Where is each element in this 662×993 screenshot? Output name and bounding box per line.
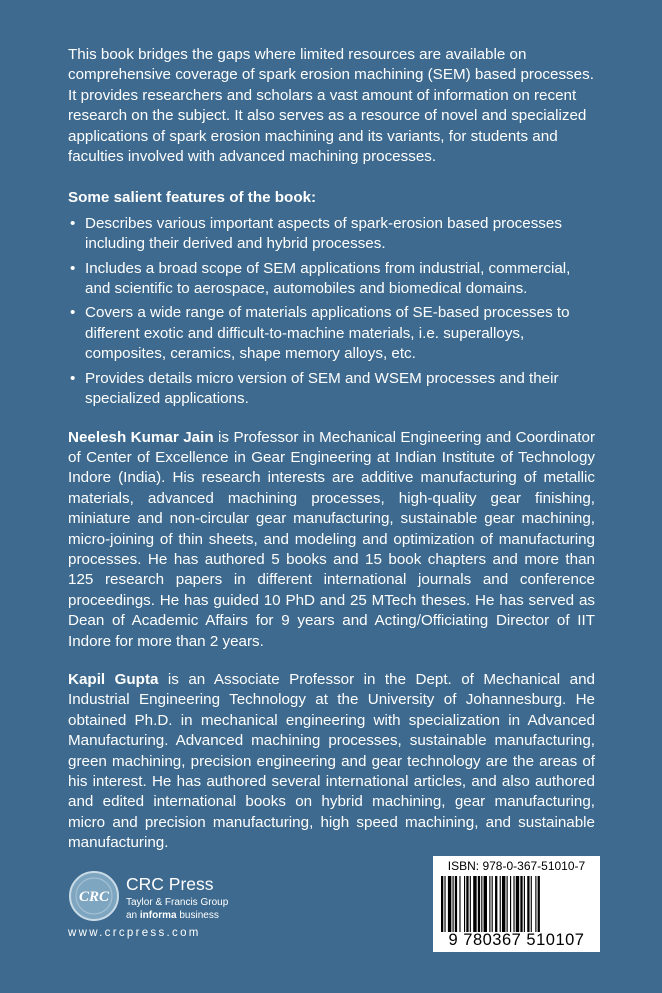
barcode-bar (500, 876, 501, 932)
crc-logo-icon (68, 870, 120, 922)
publisher-name: CRC Press (126, 874, 214, 894)
author-name: Neelesh Kumar Jain (68, 428, 214, 446)
feature-item: • Includes a broad scope of SEM applications from industrial, commercial, and scientific to aerospace, automobiles and biomedical domains. (68, 259, 595, 300)
publisher-group: Taylor & Francis Group (126, 897, 229, 908)
publisher-business-line (126, 910, 219, 921)
author-bio (68, 670, 595, 854)
barcode-bar (510, 876, 511, 932)
business-suffix: business (176, 910, 219, 921)
barcode-bar (513, 876, 514, 932)
business-prefix: an (126, 910, 140, 921)
barcode-bar (455, 876, 457, 932)
crc-logo-text: CRC (78, 889, 110, 905)
isbn-label: ISBN: 978-0-367-51010-7 (447, 859, 586, 873)
barcode-bar (520, 876, 522, 932)
barcode-bar (489, 876, 490, 932)
barcode-bar (466, 876, 468, 932)
back-cover-text (68, 45, 595, 854)
isbn-barcode (433, 856, 600, 952)
barcode-bar (492, 876, 493, 932)
barcode-bar (527, 876, 529, 932)
barcode-bar (481, 876, 482, 932)
barcode-bar (448, 876, 451, 932)
barcode-bar (459, 876, 460, 932)
barcode-bar (507, 876, 508, 932)
publisher-block (68, 870, 268, 945)
barcode-bar (495, 876, 497, 932)
barcode-bar (502, 876, 505, 932)
barcode-bar (524, 876, 525, 932)
barcode-bar (464, 876, 465, 932)
feature-item: • Describes various important aspects of spark-erosion based processes including their derived and hybrid processes. (68, 214, 595, 255)
informa-brand: informa (139, 910, 177, 921)
barcode-bar (516, 876, 519, 932)
publisher-url[interactable]: www.crcpress.com (68, 927, 201, 939)
barcode-digits: 9 780367 510107 (448, 931, 585, 949)
barcode-bar (453, 876, 454, 932)
features-heading: Some salient features of the book: (68, 189, 317, 207)
author-name: Kapil Gupta (68, 670, 159, 688)
book-description: This book bridges the gaps where limited resources are available on comprehensive coverage of spark erosion machining (SEM) based processes. It provides researchers and scholars a vast amount of information on recent research on the subject. It also serves as a resource of novel and specialized applications of spark erosion machining and its variants, for students and faculties involved with advanced machining processes. (68, 46, 594, 166)
barcode-bar (484, 876, 487, 932)
barcode-bar (531, 876, 532, 932)
barcode-bar (478, 876, 480, 932)
barcode-bar (470, 876, 471, 932)
features-list (68, 214, 595, 410)
barcode-bar (473, 876, 476, 932)
barcode-bars (441, 876, 592, 932)
barcode-bar (444, 876, 445, 932)
feature-item: • Provides details micro version of SEM and WSEM processes and their specialized applications. (68, 369, 595, 410)
barcode-bar (538, 876, 540, 932)
barcode-bar (535, 876, 536, 932)
author-bio-text: is an Associate Professor in the Dept. of Mechanical and Industrial Engineering Technology at the University of Johannesburg. He obtained Ph.D. in mechanical engineering with specialization in Advanced Manufacturing. Advanced machining processes, sustainable manufacturing, green machining, precision engineering and gear technology are the areas of his interest. He has authored several international articles, and also authored and edited international books on hybrid machining, gear manufacturing, micro and precision manufacturing, high speed machining, and sustainable manufacturing. (68, 670, 595, 852)
author-bio-text: is Professor in Mechanical Engineering and Coordinator of Center of Excellence in Gear Engineering at Indian Institute of Technology Indore (India). His research interests are additive manufacturing of metallic materials, advanced machining processes, high-quality gear finishing, miniature and non-circular gear manufacturing, sustainable gear machining, micro-joining of thin sheets, and modeling and optimization of manufacturing processes. He has authored 5 books and 15 book chapters and more than 125 research papers in different international journals and conference proceedings. He has guided 10 PhD and 25 MTech theses. He has served as Dean of Academic Affairs for 9 years and Acting/Officiating Director of IIT Indore for more than 2 years. (68, 428, 596, 650)
feature-item: • Covers a wide range of materials applications of SE-based processes to different exotic and difficult-to-machine materials, i.e. superalloys, composites, ceramics, shape memory alloys, etc. (68, 303, 595, 364)
author-bio (68, 428, 595, 652)
barcode-bar (441, 876, 443, 932)
